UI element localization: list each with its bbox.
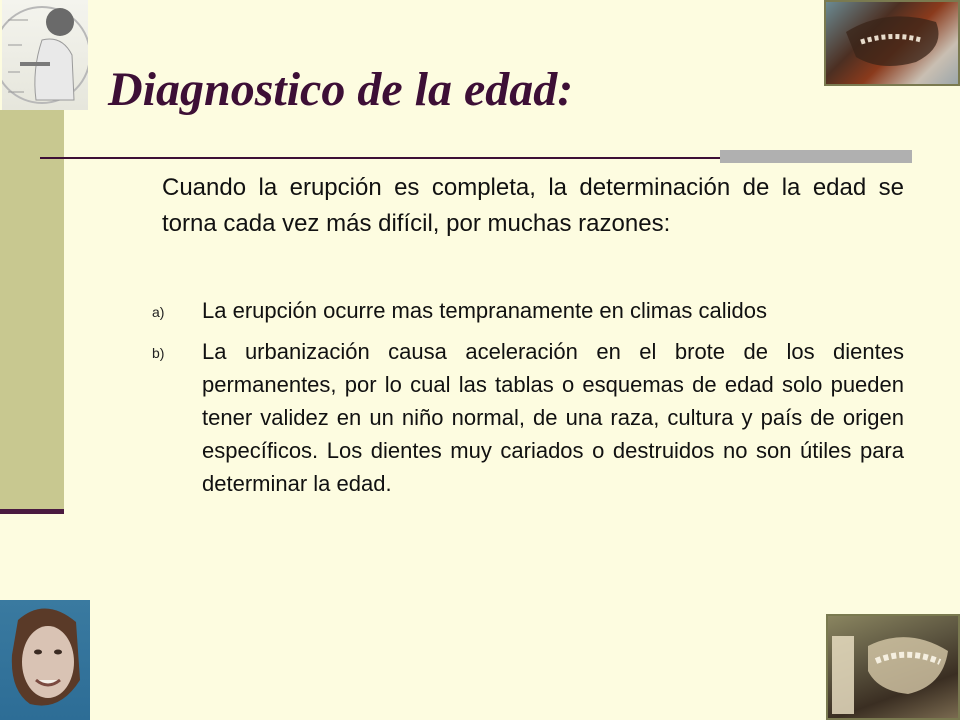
list-item xyxy=(152,294,904,327)
skull-jaw-shape xyxy=(826,2,958,84)
slide-title: Diagnostico de la edad: xyxy=(108,63,574,116)
reasons-list xyxy=(152,294,904,508)
list-item-text: La erupción ocurre mas tempranamente en climas calidos xyxy=(202,298,767,323)
left-band-rule xyxy=(0,509,64,514)
dental-chart-illustration xyxy=(2,0,88,110)
facial-reconstruction-photo xyxy=(0,600,90,720)
face-illustration xyxy=(0,600,90,720)
intro-paragraph: Cuando la erupción es completa, la determinación de la edad se torna cada vez más difícil, por muchas razones: xyxy=(162,174,904,237)
list-marker-a: a) xyxy=(152,304,165,320)
list-item xyxy=(152,335,904,500)
left-decor-band xyxy=(0,110,64,510)
list-item-text: La urbanización causa aceleración en el brote de los dientes permanentes, por lo cual las tablas o esquemas de edad solo pueden tener validez en un niño normal, de una raza, cultura y país de origen específicos. Los dientes muy cariados o destruidos no son útiles para determinar la edad. xyxy=(202,339,904,496)
jaw-specimen-shape xyxy=(828,616,958,718)
list-marker-b: b) xyxy=(152,345,165,361)
dental-chart-photo xyxy=(2,0,88,110)
skull-teeth-photo xyxy=(824,0,960,86)
jaw-specimen-photo xyxy=(826,614,960,720)
title-accent-bar xyxy=(720,150,912,163)
